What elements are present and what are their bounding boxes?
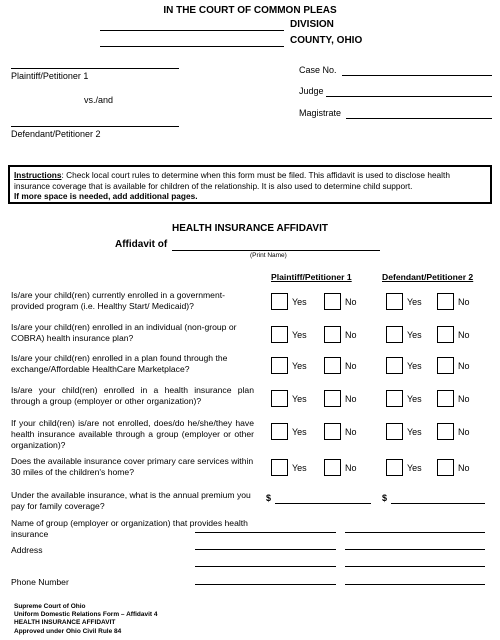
phone-line-p2[interactable] bbox=[345, 584, 485, 585]
premium-question: Under the available insurance, what is the annual premium you pay for family coverage? bbox=[11, 490, 251, 511]
no-label: No bbox=[458, 361, 470, 371]
no-checkbox-p1-q2[interactable] bbox=[324, 326, 341, 343]
no-label: No bbox=[345, 427, 357, 437]
premium-input-p2[interactable] bbox=[391, 503, 485, 504]
no-label: No bbox=[345, 361, 357, 371]
magistrate-line[interactable] bbox=[346, 118, 492, 119]
form-footer bbox=[14, 603, 158, 636]
column-header-plaintiff: Plaintiff/Petitioner 1 bbox=[271, 272, 352, 282]
yes-label: Yes bbox=[292, 427, 307, 437]
yes-label: Yes bbox=[292, 330, 307, 340]
case-no-label: Case No. bbox=[299, 65, 337, 75]
vs-label: vs./and bbox=[84, 95, 114, 105]
print-name-line[interactable] bbox=[172, 250, 380, 251]
address-label: Address bbox=[11, 545, 43, 555]
affidavit-of-label: Affidavit of bbox=[115, 239, 168, 250]
no-label: No bbox=[345, 394, 357, 404]
group-name-label: Name of group (employer or organization) that provides health insurance bbox=[11, 518, 248, 539]
instructions-box bbox=[8, 165, 492, 204]
case-no-line[interactable] bbox=[342, 75, 492, 76]
no-label: No bbox=[458, 394, 470, 404]
yes-label: Yes bbox=[292, 361, 307, 371]
premium-currency-p1: $ bbox=[266, 493, 272, 503]
instructions-text: : Check local court rules to determine when this form must be filed. This affidavit is used to disclose health insurance coverage that is available for children of the relationship. It is also used to determine child support. bbox=[14, 170, 450, 191]
plaintiff-line[interactable] bbox=[11, 68, 179, 69]
yes-label: Yes bbox=[292, 463, 307, 473]
affidavit-title: HEALTH INSURANCE AFFIDAVIT bbox=[172, 223, 328, 234]
question-3: Is/are your child(ren) enrolled in a plan found through the exchange/Affordable HealthCare Marketplace? bbox=[11, 353, 228, 374]
question-6: Does the available insurance cover primary care services within 30 miles of the children's home? bbox=[11, 456, 254, 477]
yes-checkbox-p1-q6[interactable] bbox=[271, 459, 288, 476]
group-name-line-p2[interactable] bbox=[345, 532, 485, 533]
instructions-label: Instructions bbox=[14, 170, 62, 180]
court-title: IN THE COURT OF COMMON PLEAS bbox=[163, 5, 337, 16]
address-line-1-p2[interactable] bbox=[345, 549, 485, 550]
footer-line-3: HEALTH INSURANCE AFFIDAVIT bbox=[14, 619, 116, 627]
no-checkbox-p1-q4[interactable] bbox=[324, 390, 341, 407]
magistrate-label: Magistrate bbox=[299, 108, 342, 118]
judge-label: Judge bbox=[299, 86, 324, 96]
yes-label: Yes bbox=[407, 394, 422, 404]
phone-line-p1[interactable] bbox=[195, 584, 336, 585]
yes-checkbox-p2-q5[interactable] bbox=[386, 423, 403, 440]
no-checkbox-p2-q2[interactable] bbox=[437, 326, 454, 343]
no-label: No bbox=[458, 297, 470, 307]
premium-input-p1[interactable] bbox=[275, 503, 371, 504]
question-5: If your child(ren) is/are not enrolled, does/do he/she/they have health insurance available through a group (employer or other organization)? bbox=[11, 418, 254, 450]
premium-currency-p2: $ bbox=[382, 493, 388, 503]
question-1: Is/are your child(ren) currently enrolled in a government-provided program (i.e. Healthy Start/ Medicaid)? bbox=[11, 290, 225, 311]
no-label: No bbox=[458, 330, 470, 340]
yes-checkbox-p2-q1[interactable] bbox=[386, 293, 403, 310]
yes-checkbox-p1-q3[interactable] bbox=[271, 357, 288, 374]
yes-label: Yes bbox=[407, 427, 422, 437]
question-4: Is/are your child(ren) enrolled in a health insurance plan through a group (employer or other organization)? bbox=[11, 385, 254, 406]
yes-checkbox-p1-q2[interactable] bbox=[271, 326, 288, 343]
no-label: No bbox=[458, 427, 470, 437]
yes-label: Yes bbox=[292, 394, 307, 404]
no-checkbox-p2-q3[interactable] bbox=[437, 357, 454, 374]
no-checkbox-p1-q6[interactable] bbox=[324, 459, 341, 476]
no-checkbox-p2-q1[interactable] bbox=[437, 293, 454, 310]
yes-checkbox-p1-q4[interactable] bbox=[271, 390, 288, 407]
county-label: COUNTY, OHIO bbox=[290, 35, 363, 46]
no-checkbox-p1-q3[interactable] bbox=[324, 357, 341, 374]
yes-checkbox-p2-q2[interactable] bbox=[386, 326, 403, 343]
no-label: No bbox=[345, 463, 357, 473]
address-line-1-p1[interactable] bbox=[195, 549, 336, 550]
yes-checkbox-p2-q3[interactable] bbox=[386, 357, 403, 374]
footer-line-1: Supreme Court of Ohio bbox=[14, 603, 86, 610]
plaintiff-label: Plaintiff/Petitioner 1 bbox=[11, 71, 89, 81]
print-name-caption: (Print Name) bbox=[250, 252, 287, 259]
defendant-line[interactable] bbox=[11, 126, 179, 127]
address-line-2-p2[interactable] bbox=[345, 566, 485, 567]
division-line[interactable] bbox=[100, 30, 284, 31]
column-header-defendant: Defendant/Petitioner 2 bbox=[382, 272, 474, 282]
phone-label: Phone Number bbox=[11, 577, 69, 587]
no-checkbox-p2-q4[interactable] bbox=[437, 390, 454, 407]
yes-label: Yes bbox=[292, 297, 307, 307]
footer-line-2: Uniform Domestic Relations Form – Affidavit 4 bbox=[14, 611, 158, 619]
yes-checkbox-p2-q6[interactable] bbox=[386, 459, 403, 476]
division-label: DIVISION bbox=[290, 19, 334, 30]
yes-label: Yes bbox=[407, 463, 422, 473]
address-line-2-p1[interactable] bbox=[195, 566, 336, 567]
footer-line-4: Approved under Ohio Civil Rule 84 bbox=[14, 627, 122, 635]
yes-checkbox-p1-q1[interactable] bbox=[271, 293, 288, 310]
yes-checkbox-p2-q4[interactable] bbox=[386, 390, 403, 407]
judge-line[interactable] bbox=[326, 96, 492, 97]
yes-label: Yes bbox=[407, 330, 422, 340]
no-label: No bbox=[458, 463, 470, 473]
group-name-line-p1[interactable] bbox=[195, 532, 336, 533]
no-label: No bbox=[345, 297, 357, 307]
no-checkbox-p1-q1[interactable] bbox=[324, 293, 341, 310]
question-2: Is/are your child(ren) enrolled in an individual (non-group or COBRA) health insurance plan? bbox=[11, 322, 237, 343]
no-label: No bbox=[345, 330, 357, 340]
yes-checkbox-p1-q5[interactable] bbox=[271, 423, 288, 440]
no-checkbox-p2-q5[interactable] bbox=[437, 423, 454, 440]
no-checkbox-p1-q5[interactable] bbox=[324, 423, 341, 440]
no-checkbox-p2-q6[interactable] bbox=[437, 459, 454, 476]
instructions-note: If more space is needed, add additional pages. bbox=[14, 191, 198, 201]
county-line[interactable] bbox=[100, 46, 284, 47]
yes-label: Yes bbox=[407, 361, 422, 371]
yes-label: Yes bbox=[407, 297, 422, 307]
defendant-label: Defendant/Petitioner 2 bbox=[11, 129, 101, 139]
